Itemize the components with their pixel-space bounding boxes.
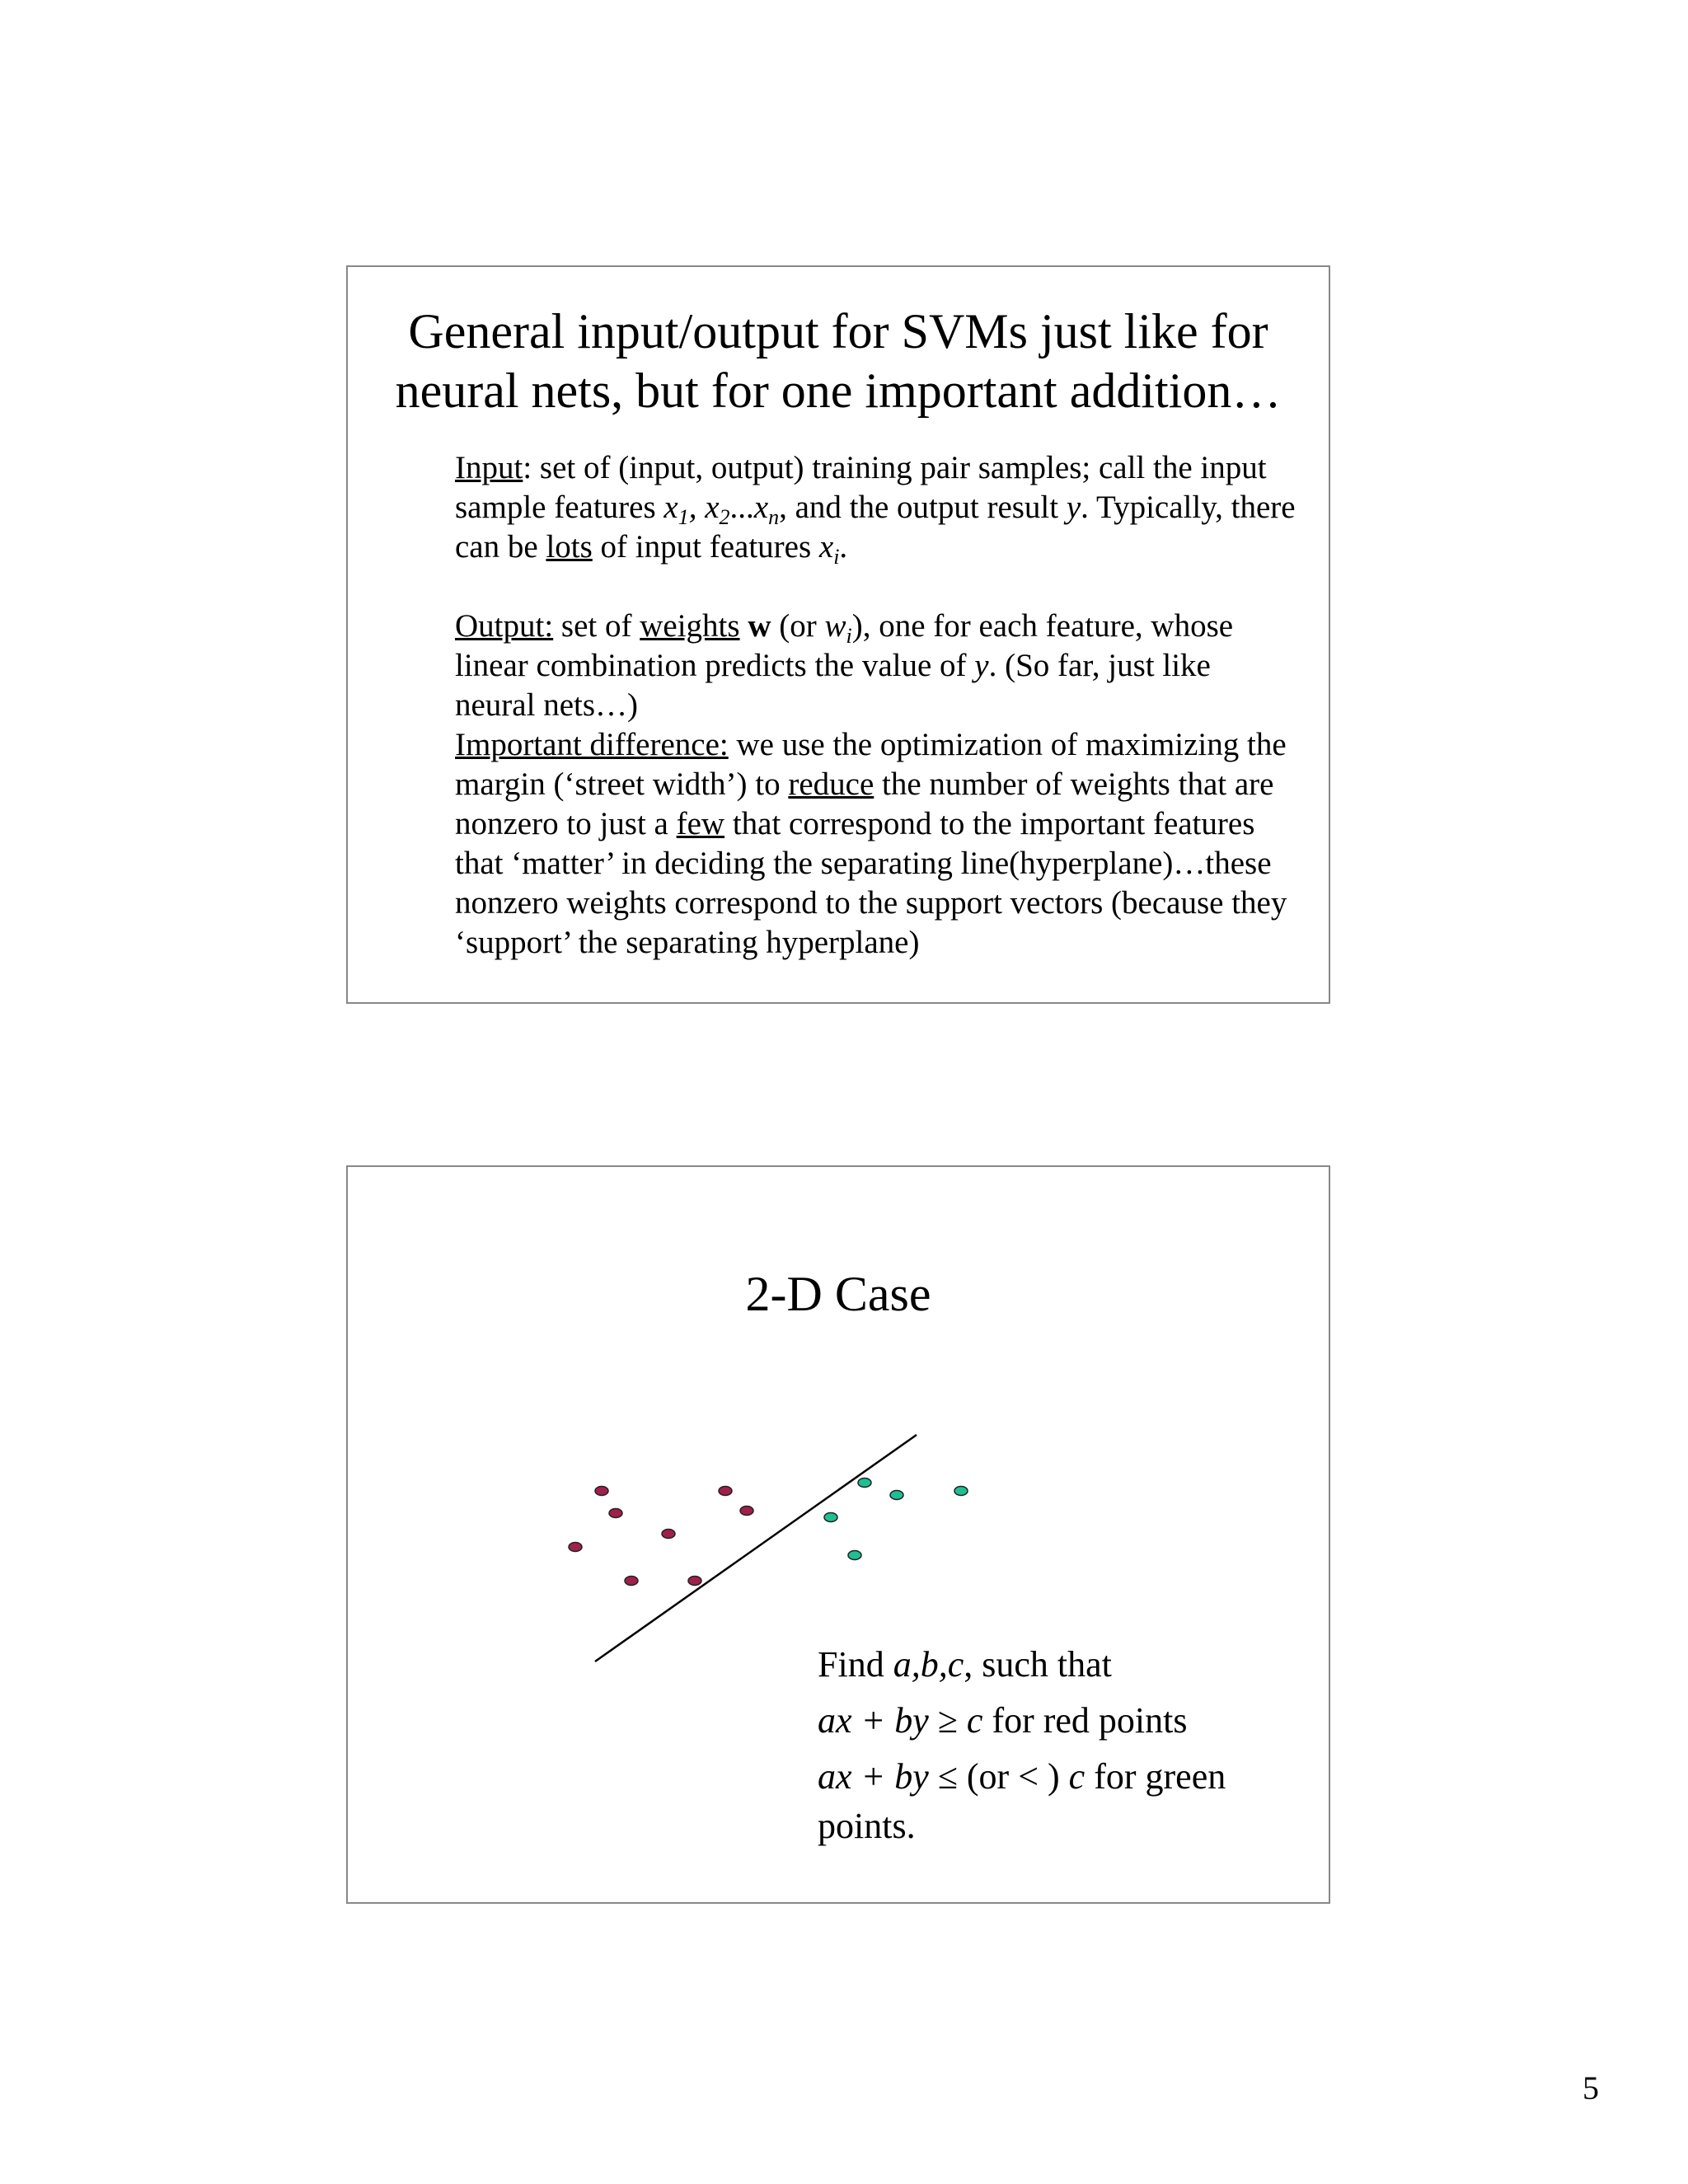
find-text — [818, 1637, 1312, 1848]
red-point-1 — [595, 1487, 608, 1496]
reduce-word: reduce — [788, 766, 874, 802]
red-point-7 — [625, 1577, 638, 1586]
red-point-8 — [688, 1577, 701, 1586]
weights-word: weights — [640, 608, 740, 644]
separating-line — [595, 1435, 917, 1661]
red-point-5 — [662, 1530, 675, 1539]
slide-1 — [346, 265, 1330, 1004]
red-point-2 — [719, 1487, 732, 1496]
slide-1-body — [455, 448, 1296, 963]
slide-2-title: 2-D Case — [745, 1267, 931, 1321]
red-point-6 — [569, 1543, 582, 1552]
green-condition-end: points. — [818, 1806, 916, 1846]
red-condition: ax + by ≥ c for red points — [818, 1700, 1188, 1741]
points-layer — [569, 1479, 968, 1586]
green-point-5 — [848, 1551, 861, 1560]
green-point-4 — [954, 1487, 968, 1496]
input-label: Input — [455, 450, 523, 485]
green-point-1 — [858, 1479, 871, 1488]
green-point-2 — [890, 1491, 903, 1500]
output-label: Output: — [455, 608, 554, 644]
output-paragraph: Output: set of weights w (or $w_i$), one for each feature, whose linear combination predicts the value of y. (So far, just like neural nets…) — [455, 608, 1234, 723]
red-point-3 — [609, 1509, 622, 1518]
green-condition: ax + by ≤ (or < ) c for green — [818, 1756, 1226, 1797]
green-point-3 — [824, 1513, 837, 1522]
page-number: 5 — [1582, 2069, 1599, 2107]
find-line: Find a,b,c, such that — [818, 1644, 1112, 1685]
slide-1-title-line-1: General input/output for SVMs just like for — [408, 304, 1268, 359]
slide-1-title-line-2: neural nets, but for one important addition… — [395, 363, 1282, 418]
red-point-4 — [740, 1507, 753, 1516]
important-label: Important difference: — [455, 727, 729, 762]
lots-word: lots — [546, 529, 593, 565]
few-word: few — [676, 806, 725, 841]
slide-2 — [346, 1165, 1330, 1904]
slide-1-title — [348, 302, 1329, 420]
important-paragraph: Important difference: we use the optimization of maximizing the margin (‘street width’) to reduce the number of weights that are nonzero to just a few that correspond to the important features that ‘matter’ in deciding the separating line(hyperplane)…these nonzero weights correspond to the support vectors (because they ‘support’ the separating hyperplane) — [455, 727, 1287, 960]
input-paragraph: Input: set of (input, output) training pair samples; call the input sample features $x_1$, $x_2...x_n$, and the output result y. Typically, there can be lots of input features $x_i$. — [455, 450, 1296, 569]
